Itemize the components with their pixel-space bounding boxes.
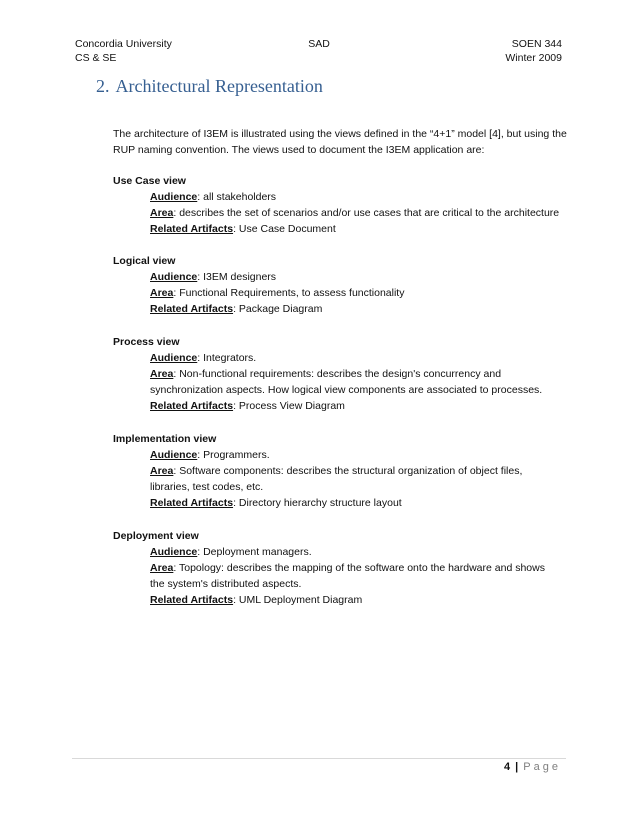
artifacts-label: Related Artifacts (150, 594, 234, 606)
area-text: : describes the set of scenarios and/or use cases that are critical to the architecture (173, 207, 560, 219)
view-body (113, 269, 583, 317)
intro-paragraph: The architecture of I3EM is illustrated using the views defined in the “4+1” model [4], but using the RUP naming convention. The views used to document the I3EM application are: (113, 128, 567, 156)
footer-separator: | (515, 761, 519, 773)
area-label: Area (150, 368, 174, 380)
audience-label: Audience (150, 449, 198, 461)
area-label: Area (150, 207, 174, 219)
view-area (150, 285, 583, 301)
artifacts-label: Related Artifacts (150, 400, 234, 412)
audience-label: Audience (150, 546, 198, 558)
area-text: : Software components: describes the structural organization of object files, libraries, test codes, etc. (150, 465, 523, 493)
artifacts-label: Related Artifacts (150, 223, 234, 235)
header-department: CS & SE (75, 52, 117, 64)
section-title: Architectural Representation (115, 76, 323, 96)
artifacts-label: Related Artifacts (150, 303, 234, 315)
view-title: Process view (113, 336, 180, 348)
header-course: SOEN 344 (511, 38, 562, 50)
footer-divider (72, 758, 566, 759)
artifacts-text: : Package Diagram (233, 303, 323, 315)
artifacts-text: : UML Deployment Diagram (233, 594, 363, 606)
header-term: Winter 2009 (505, 52, 562, 64)
view-artifacts (150, 221, 583, 237)
view-body (113, 189, 583, 237)
view-title: Implementation view (113, 433, 217, 445)
view-title: Logical view (113, 255, 176, 267)
audience-text: : I3EM designers (197, 271, 277, 283)
view-title: Deployment view (113, 530, 199, 542)
view-audience (150, 269, 583, 285)
view-artifacts (150, 398, 560, 414)
section-number: 2. (96, 76, 110, 96)
view-artifacts (150, 592, 560, 608)
view-area (150, 463, 540, 495)
area-text: : Functional Requirements, to assess functionality (173, 287, 405, 299)
view-implementation (113, 431, 583, 511)
view-area (150, 205, 583, 221)
audience-label: Audience (150, 271, 198, 283)
view-process (113, 334, 583, 414)
audience-text: : Deployment managers. (197, 546, 312, 558)
page-word: Page (523, 761, 561, 773)
area-text: : Non-functional requirements: describes the design's concurrency and synchronization aspects. How logical view components are associated to processes. (150, 368, 543, 396)
artifacts-text: : Directory hierarchy structure layout (233, 497, 402, 509)
header-institution: Concordia University (75, 38, 172, 50)
view-body (113, 544, 560, 608)
area-label: Area (150, 287, 174, 299)
view-artifacts (150, 495, 540, 511)
view-body (113, 350, 560, 414)
view-artifacts (150, 301, 583, 317)
artifacts-text: : Process View Diagram (233, 400, 345, 412)
view-audience (150, 189, 583, 205)
audience-text: : Programmers. (197, 449, 270, 461)
page-number: 4 (503, 761, 511, 773)
view-body (113, 447, 540, 511)
audience-label: Audience (150, 352, 198, 364)
area-label: Area (150, 562, 174, 574)
area-label: Area (150, 465, 174, 477)
audience-text: : Integrators. (197, 352, 257, 364)
page-footer (504, 761, 561, 773)
view-title: Use Case view (113, 175, 186, 187)
view-deployment (113, 528, 583, 608)
view-audience (150, 544, 560, 560)
audience-text: : all stakeholders (197, 191, 277, 203)
artifacts-text: : Use Case Document (233, 223, 336, 235)
artifacts-label: Related Artifacts (150, 497, 234, 509)
view-audience (150, 447, 540, 463)
section-heading (96, 76, 323, 97)
view-area (150, 560, 560, 592)
view-area (150, 366, 560, 398)
view-audience (150, 350, 560, 366)
view-use-case (113, 173, 583, 237)
view-logical (113, 253, 583, 317)
audience-label: Audience (150, 191, 198, 203)
header-document-type: SAD (308, 38, 330, 50)
area-text: : Topology: describes the mapping of the software onto the hardware and shows the system's distributed aspects. (150, 562, 545, 590)
